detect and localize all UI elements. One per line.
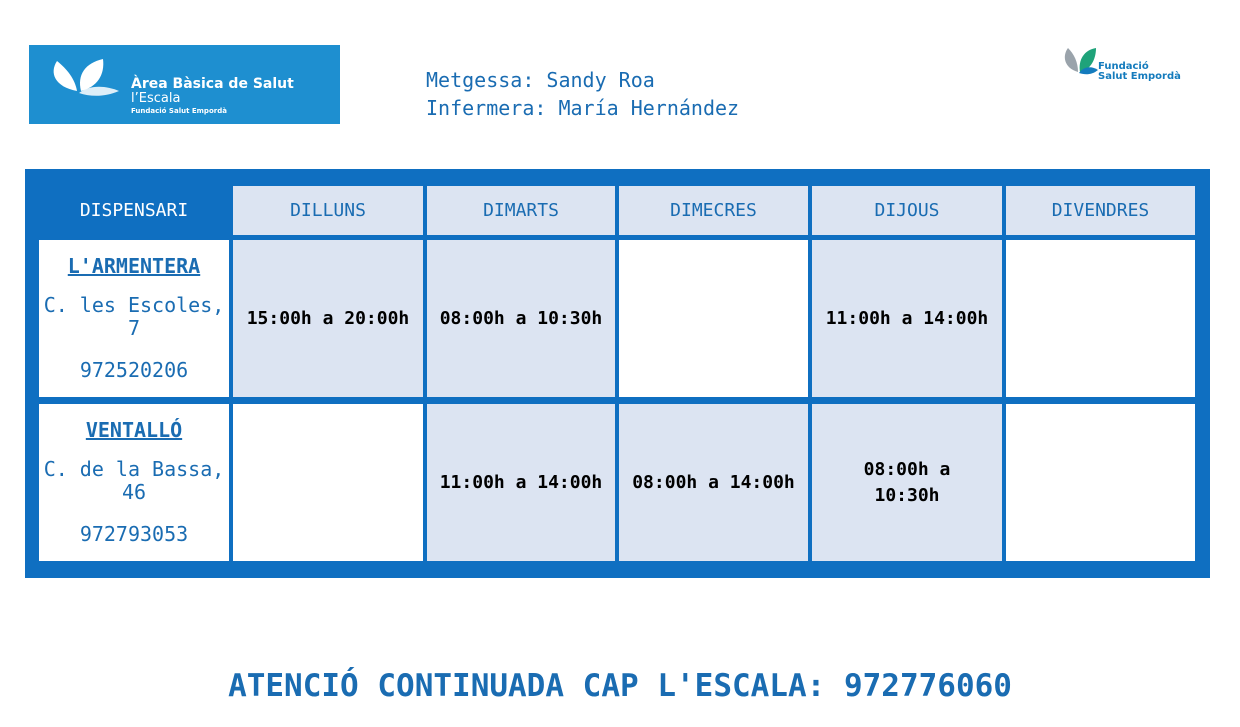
logo-title: Àrea Bàsica de Salut — [131, 76, 294, 92]
dispensary-name: L'ARMENTERA — [67, 254, 201, 278]
schedule-table — [25, 169, 1210, 578]
col-header-dimarts: DIMARTS — [427, 186, 615, 235]
dispensary-ventallo — [39, 404, 229, 561]
continuous-care-phone: ATENCIÓ CONTINUADA CAP L'ESCALA: 972776060 — [228, 668, 1012, 704]
fundacio-logo — [1058, 40, 1208, 85]
staff-info — [426, 66, 739, 122]
logo-line-1: Fundació — [1098, 61, 1149, 72]
col-header-dispensari: DISPENSARI — [39, 186, 229, 235]
slot-armentera-dimecres — [619, 240, 808, 397]
slot-armentera-dimarts: 08:00h a 10:30h — [427, 240, 615, 397]
slot-ventallo-divendres — [1006, 404, 1195, 561]
col-header-divendres: DIVENDRES — [1006, 186, 1195, 235]
dispensary-phone: 972520206 — [79, 358, 189, 382]
slot-armentera-divendres — [1006, 240, 1195, 397]
leaf-icon — [45, 55, 125, 97]
dispensary-address: C. de la Bassa, 46 — [43, 457, 225, 504]
doctor-name: Metgessa: Sandy Roa — [426, 68, 655, 92]
logo-org: Fundació Salut Empordà — [131, 107, 227, 115]
dispensary-phone: 972793053 — [79, 522, 189, 546]
slot-ventallo-dijous: 08:00h a 10:30h — [812, 404, 1002, 561]
dispensary-name: VENTALLÓ — [85, 418, 183, 442]
col-header-dilluns: DILLUNS — [233, 186, 423, 235]
slot-armentera-dilluns: 15:00h a 20:00h — [233, 240, 423, 397]
col-header-dijous: DIJOUS — [812, 186, 1002, 235]
logo-subtitle: l’Escala — [131, 91, 181, 106]
slot-armentera-dijous: 11:00h a 14:00h — [812, 240, 1002, 397]
abs-lescala-logo — [29, 45, 340, 124]
slot-ventallo-dilluns — [233, 404, 423, 561]
logo-line-2: Salut Empordà — [1098, 71, 1181, 82]
dispensary-address: C. les Escoles, 7 — [43, 293, 225, 340]
slot-ventallo-dimecres: 08:00h a 14:00h — [619, 404, 808, 561]
slot-ventallo-dimarts: 11:00h a 14:00h — [427, 404, 615, 561]
dispensary-armentera — [39, 240, 229, 397]
leaf-icon — [1060, 44, 1100, 76]
col-header-dimecres: DIMECRES — [619, 186, 808, 235]
nurse-name: Infermera: María Hernández — [426, 96, 740, 120]
